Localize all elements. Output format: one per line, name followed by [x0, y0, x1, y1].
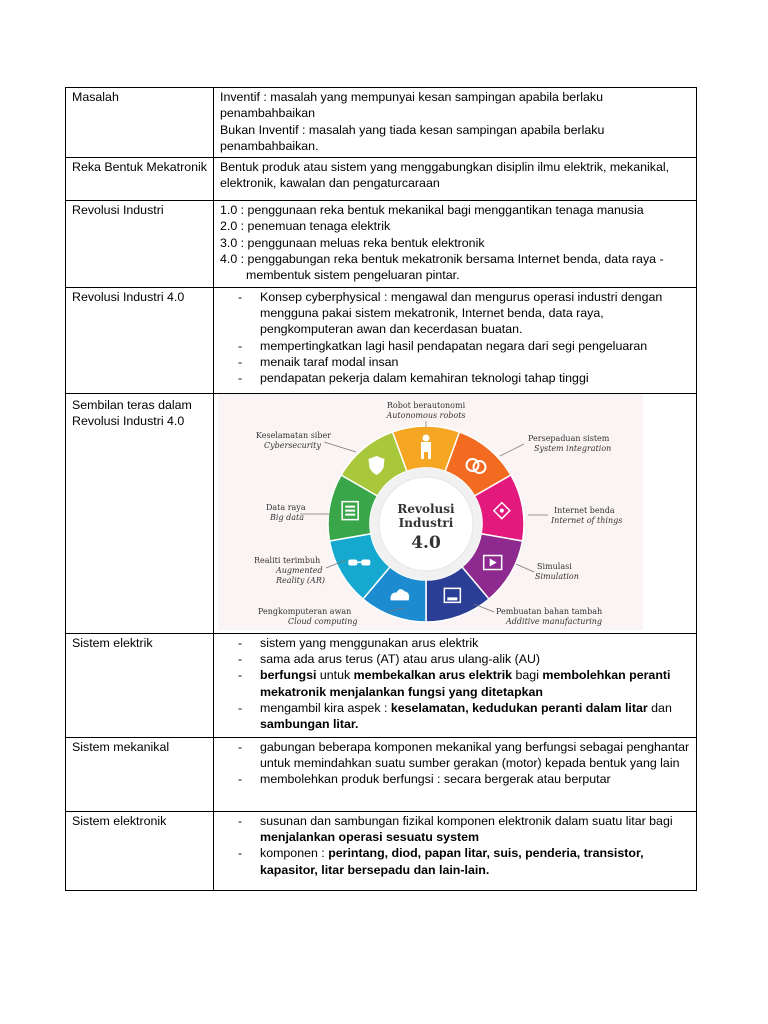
wheel-center-title-1: Revolusi [397, 501, 455, 516]
masalah-bukan-inventif: Bukan Inventif : masalah yang tiada kesan sampingan apabila berlaku penambahbaikan. [220, 122, 605, 153]
label-sembilan-teras: Sembilan teras dalam Revolusi Industri 4.0 [66, 393, 214, 633]
row-sistem-elektronik [66, 811, 697, 890]
content-sistem-mekanikal [214, 737, 697, 811]
label-big-ms: Data raya [266, 502, 306, 512]
mekanikal-list [220, 739, 690, 788]
list-item [220, 667, 690, 700]
row-reka-bentuk [66, 158, 697, 201]
row-sembilan-teras [66, 393, 697, 633]
list-item: - Konsep cyberphysical : mengawal dan mengurus operasi industri dengan mengguna pakai sistem mekatronik, Internet benda, data raya, pengkomputeran awan dan kecerdasan buatan. [220, 289, 690, 338]
text: untuk [316, 668, 354, 683]
bold-text: membolehkan peranti mekatronik menjalankan fungsi yang ditetapkan [260, 668, 671, 699]
wheel-center-title-3: 4.0 [411, 532, 441, 553]
row-masalah [66, 88, 697, 158]
bold-text: keselamatan, kedudukan peranti dalam litar [390, 700, 648, 715]
list-item: - pendapatan pekerja dalam kemahiran teknologi tahap tinggi [220, 370, 690, 386]
text: bagi [512, 668, 543, 683]
list-item: - sistem yang menggunakan arus elektrik [220, 635, 690, 651]
masalah-inventif: Inventif : masalah yang mempunyai kesan sampingan apabila berlaku penambahbaikan [220, 90, 603, 121]
label-robot-en: Autonomous robots [386, 410, 466, 420]
elektrik-list [220, 635, 690, 733]
label-ar-en-2: Reality (AR) [276, 575, 325, 585]
row-sistem-mekanikal [66, 737, 697, 811]
content-sistem-elektronik [214, 811, 697, 890]
bold-text: perintang, diod, papan litar, suis, penderia, transistor, kapasitor, litar bersepadu dan lain-lain. [260, 846, 644, 877]
row-revolusi-industri [66, 201, 697, 287]
row-sistem-elektrik [66, 633, 697, 737]
label-cloud-en: Cloud computing [288, 616, 358, 626]
revolusi-item: 2.0 : penemuan tenaga elektrik [220, 219, 391, 234]
elektronik-list [220, 813, 690, 878]
revolusi-item: 3.0 : penggunaan meluas reka bentuk elektronik [220, 235, 485, 250]
label-sim-en: Simulation [535, 571, 579, 581]
label-iot-en: Internet of things [551, 515, 623, 525]
label-revolusi-industri: Revolusi Industri [66, 201, 214, 287]
label-add-en: Additive manufacturing [506, 616, 603, 626]
content-reka-bentuk: Bentuk produk atau sistem yang menggabungkan disiplin ilmu elektrik, mekanikal, elektronik, kawalan dan pengaturcaraan [214, 158, 697, 201]
wheel-center-title-2: Industri [398, 515, 454, 530]
text: susunan dan sambungan fizikal komponen elektronik dalam suatu litar bagi [260, 813, 673, 828]
label-cloud-ms: Pengkomputeran awan [258, 606, 352, 616]
list-item: - menaik taraf modal insan [220, 354, 690, 370]
label-add-ms: Pembuatan bahan tambah [496, 606, 603, 616]
bold-text: sambungan litar. [260, 717, 359, 732]
revolusi-item: 1.0 : penggunaan reka bentuk mekanikal bagi menggantikan tenaga manusia [220, 203, 644, 218]
revolusi-item: 4.0 : penggabungan reka bentuk mekatronik bersama Internet benda, data raya - membentuk sistem pengeluaran pintar. [220, 252, 664, 283]
bold-text: membekalkan arus elektrik [353, 668, 513, 683]
label-reka-bentuk: Reka Bentuk Mekatronik [66, 158, 214, 201]
content-sistem-elektrik [214, 633, 697, 737]
label-revolusi-40: Revolusi Industri 4.0 [66, 287, 214, 393]
industry-40-wheel [218, 394, 643, 630]
label-cyber-ms: Keselamatan siber [256, 430, 332, 440]
label-sistem-elektrik: Sistem elektrik [66, 633, 214, 737]
label-iot-ms: Internet benda [554, 505, 615, 515]
list-item: - membolehkan produk berfungsi : secara bergerak atau berputar [220, 771, 690, 787]
content-masalah [214, 88, 697, 158]
text: komponen : [260, 846, 329, 861]
label-cyber-en: Cybersecurity [264, 440, 321, 450]
label-ar-en-1: Augmented [276, 565, 323, 575]
content-revolusi-40 [214, 287, 697, 393]
label-integ-en: System integration [534, 443, 612, 453]
label-masalah: Masalah [66, 88, 214, 158]
label-sim-ms: Simulasi [537, 561, 572, 571]
label-big-en: Big data [270, 512, 304, 522]
bold-text: berfungsi [260, 668, 317, 683]
label-robot-ms: Robot berautonomi [386, 400, 466, 410]
label-sistem-mekanikal: Sistem mekanikal [66, 737, 214, 811]
list-item [220, 813, 690, 846]
revolusi-40-list [220, 289, 690, 387]
content-revolusi-industri [214, 201, 697, 287]
bold-text: menjalankan operasi sesuatu system [260, 829, 480, 844]
label-ar-ms: Realiti terimbuh [254, 555, 321, 565]
text: mengambil kira aspek : [260, 700, 391, 715]
content-sembilan-teras [214, 393, 697, 633]
industry-40-infographic [218, 394, 643, 630]
list-item: - gabungan beberapa komponen mekanikal yang berfungsi sebagai penghantar untuk memindahkan suatu sumber gerakan (motor) kepada bentuk yang lain [220, 739, 690, 772]
label-sistem-elektronik: Sistem elektronik [66, 811, 214, 890]
list-item [220, 845, 690, 878]
list-item: - mempertingkatkan lagi hasil pendapatan negara dari segi pengeluaran [220, 338, 690, 354]
row-revolusi-40 [66, 287, 697, 393]
list-item [220, 700, 690, 733]
list-item: - sama ada arus terus (AT) atau arus ulang-alik (AU) [220, 651, 690, 667]
text: dan [647, 700, 672, 715]
label-integ-ms: Persepaduan sistem [528, 433, 610, 443]
content-table [65, 87, 697, 891]
